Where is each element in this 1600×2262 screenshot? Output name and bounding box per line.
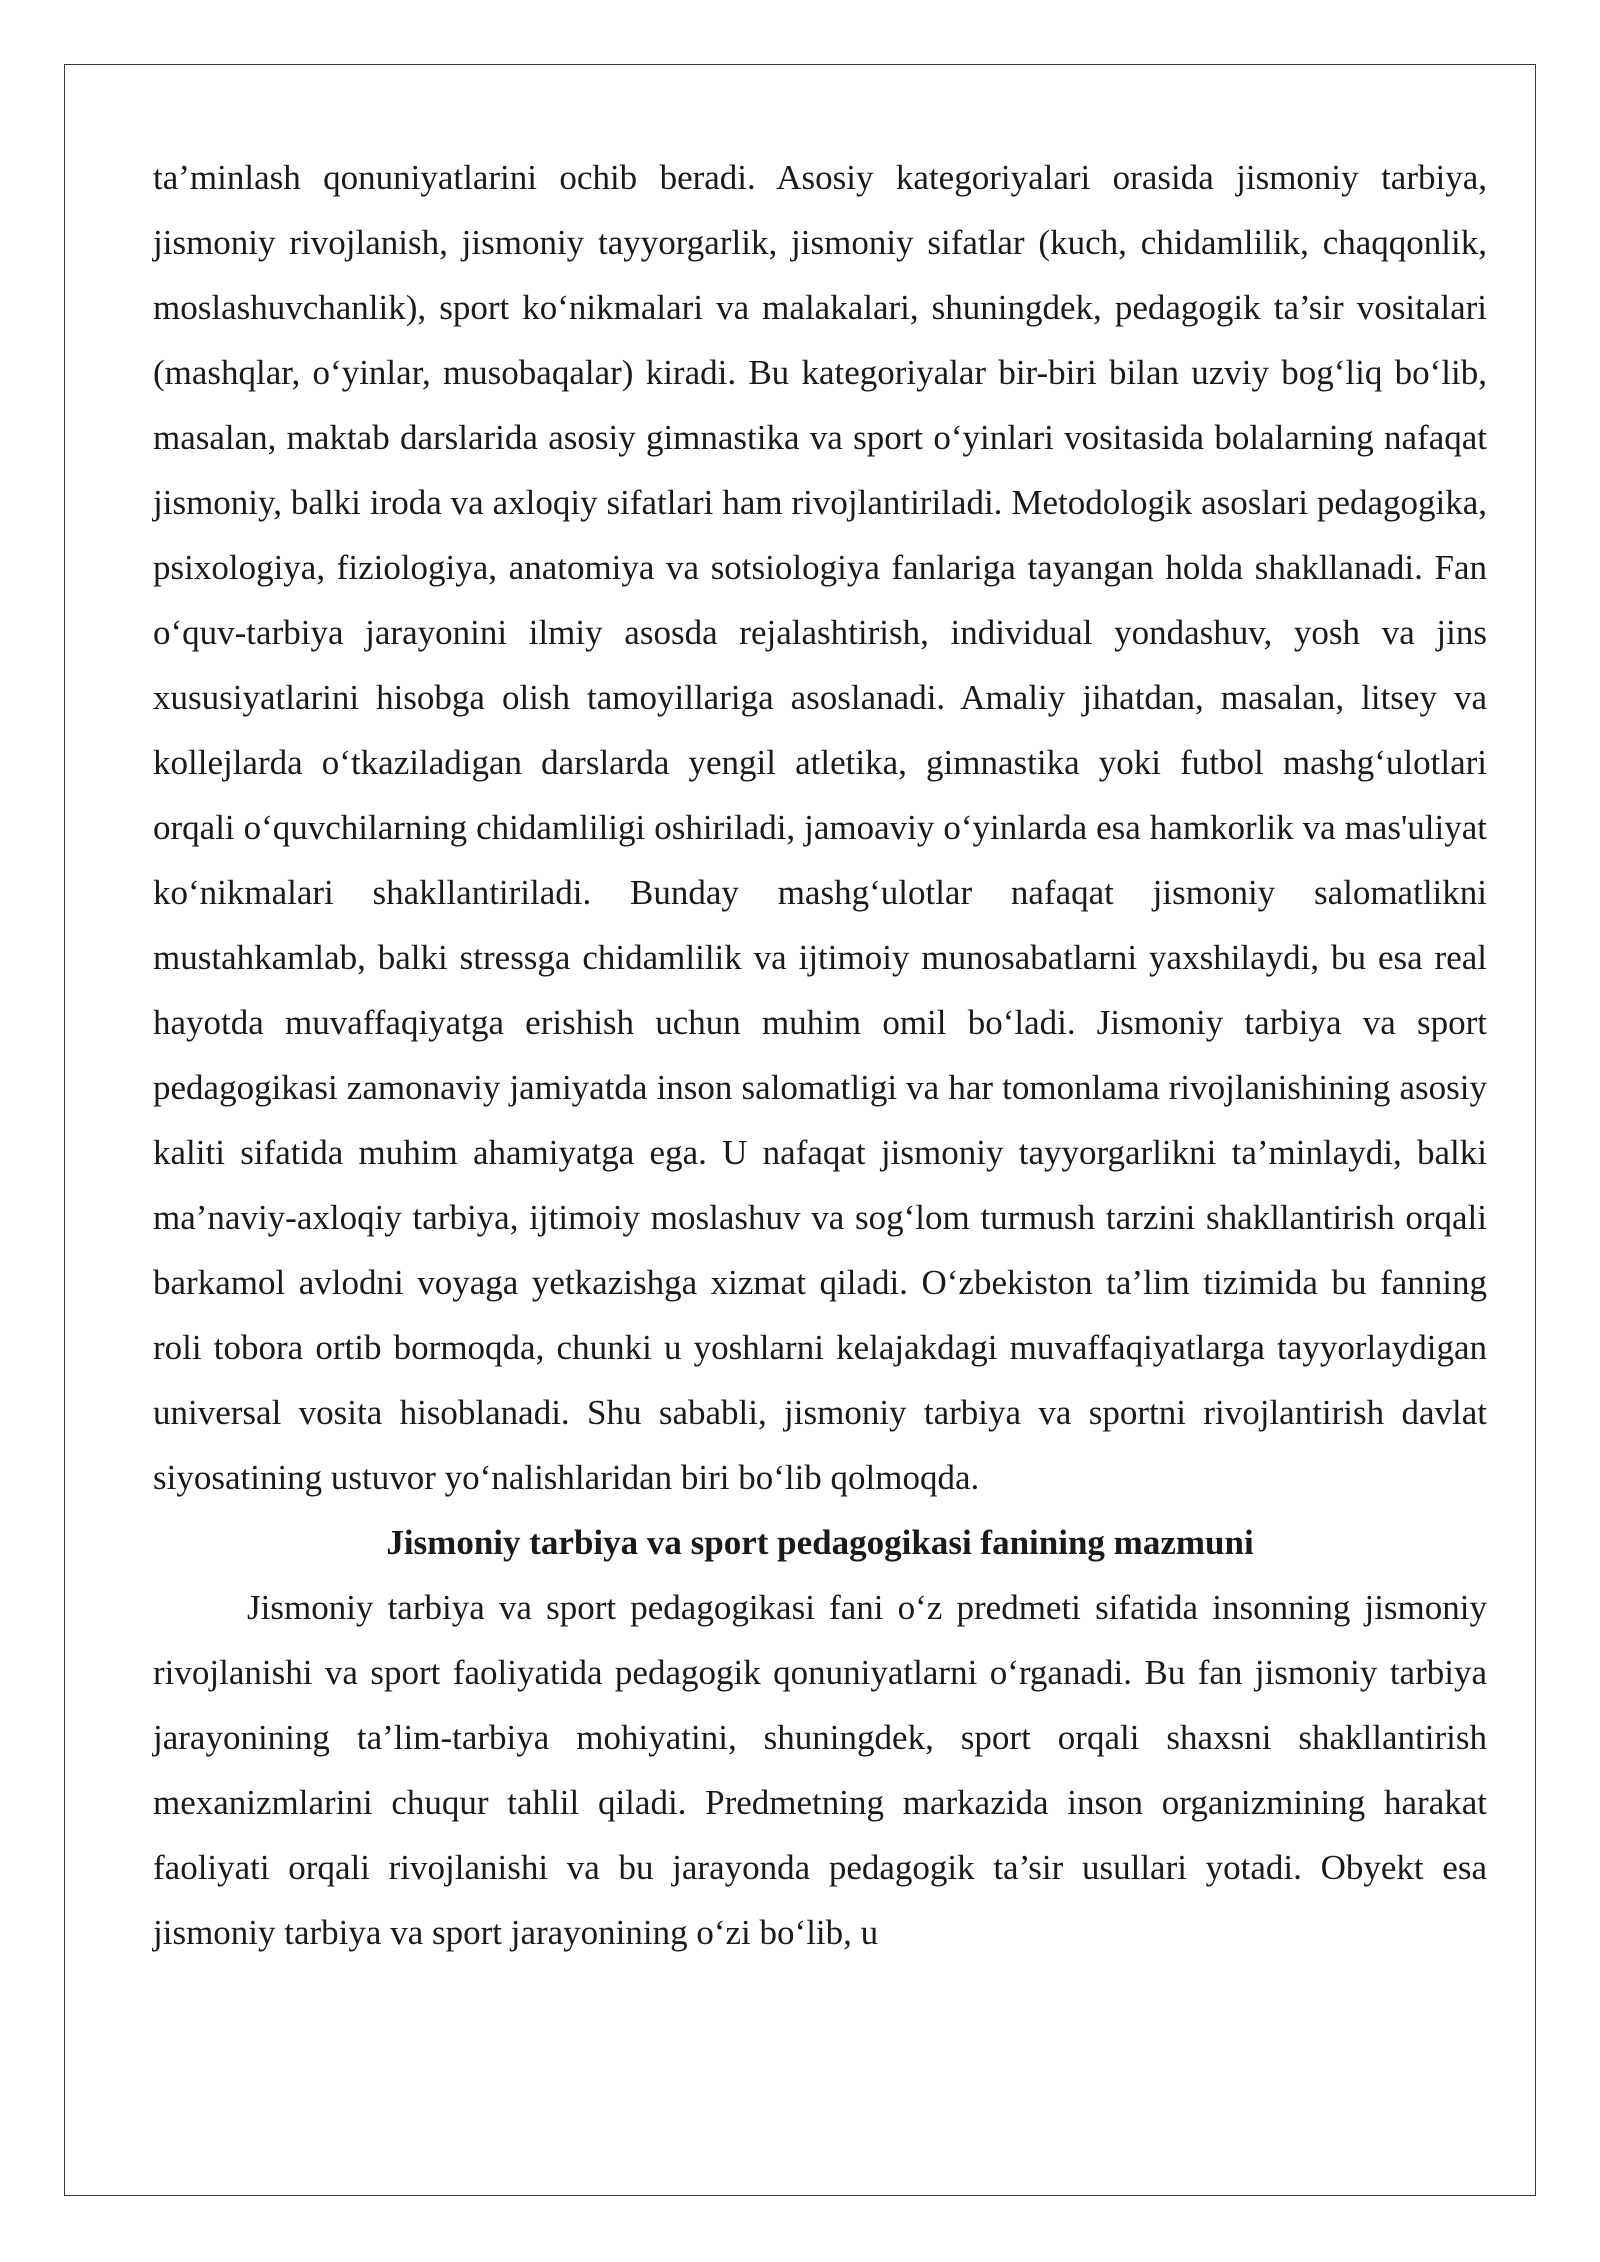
body-paragraph-1: ta’minlash qonuniyatlarini ochib beradi. Asosiy kategoriyalari orasida jismoniy tarbiya, jismoniy rivojlanish, jismoniy tayyorgarlik, jismoniy sifatlar (kuch, chidamlilik, chaqqonlik, moslashuvchanlik), sport ko‘nikmalari va malakalari, shuningdek, pedagogik ta’sir vositalari (mashqlar, o‘yinlar, musobaqalar) kiradi. Bu kategoriyalar bir-biri bilan uzviy bog‘liq bo‘lib, masalan, maktab darslarida asosiy gimnastika va sport o‘yinlari vositasida bolalarning nafaqat jismoniy, balki iroda va axloqiy sifatlari ham rivojlantiriladi. Metodologik asoslari pedagogika, psixologiya, fiziologiya, anatomiya va sotsiologiya fanlariga tayangan holda shakllanadi. Fan o‘quv-tarbiya jarayonini ilmiy asosda rejalashtirish, individual yondashuv, yosh va jins xususiyatlarini hisobga olish tamoyillariga asoslanadi. Amaliy jihatdan, masalan, litsey va kollejlarda o‘tkaziladigan darslarda yengil atletika, gimnastika yoki futbol mashg‘ulotlari orqali o‘quvchilarning chidamliligi oshiriladi, jamoaviy o‘yinlarda esa hamkorlik va mas'uliyat ko‘nikmalari shakllantiriladi. Bunday mashg‘ulotlar nafaqat jismoniy salomatlikni mustahkamlab, balki stressga chidamlilik va ijtimoiy munosabatlarni yaxshilaydi, bu esa real hayotda muvaffaqiyatga erishish uchun muhim omil bo‘ladi. Jismoniy tarbiya va sport pedagogikasi zamonaviy jamiyatda inson salomatligi va har tomonlama rivojlanishining asosiy kaliti sifatida muhim ahamiyatga ega. U nafaqat jismoniy tayyorgarlikni ta’minlaydi, balki ma’naviy-axloqiy tarbiya, ijtimoiy moslashuv va sog‘lom turmush tarzini shakllantirish orqali barkamol avlodni voyaga yetkazishga xizmat qiladi. O‘zbekiston ta’lim tizimida bu fanning roli tobora ortib bormoqda, chunki u yoshlarni kelajakdagi muvaffaqiyatlarga tayyorlaydigan universal vosita hisoblanadi. Shu sababli, jismoniy tarbiya va sportni rivojlantirish davlat siyosatining ustuvor yo‘nalishlaridan biri bo‘lib qolmoqda.: [153, 158, 1487, 1497]
section-heading: Jismoniy tarbiya va sport pedagogikasi fanining mazmuni: [386, 1523, 1254, 1562]
document-body: [153, 145, 1487, 1965]
body-paragraph-2: Jismoniy tarbiya va sport pedagogikasi fani o‘z predmeti sifatida insonning jismoniy rivojlanishi va sport faoliyatida pedagogik qonuniyatlarni o‘rganadi. Bu fan jismoniy tarbiya jarayonining ta’lim-tarbiya mohiyatini, shuningdek, sport orqali shaxsni shakllantirish mexanizmlarini chuqur tahlil qiladi. Predmetning markazida inson organizmining harakat faoliyati orqali rivojlanishi va bu jarayonda pedagogik ta’sir usullari yotadi. Obyekt esa jismoniy tarbiya va sport jarayonining o‘zi bo‘lib, u: [153, 1588, 1487, 1952]
